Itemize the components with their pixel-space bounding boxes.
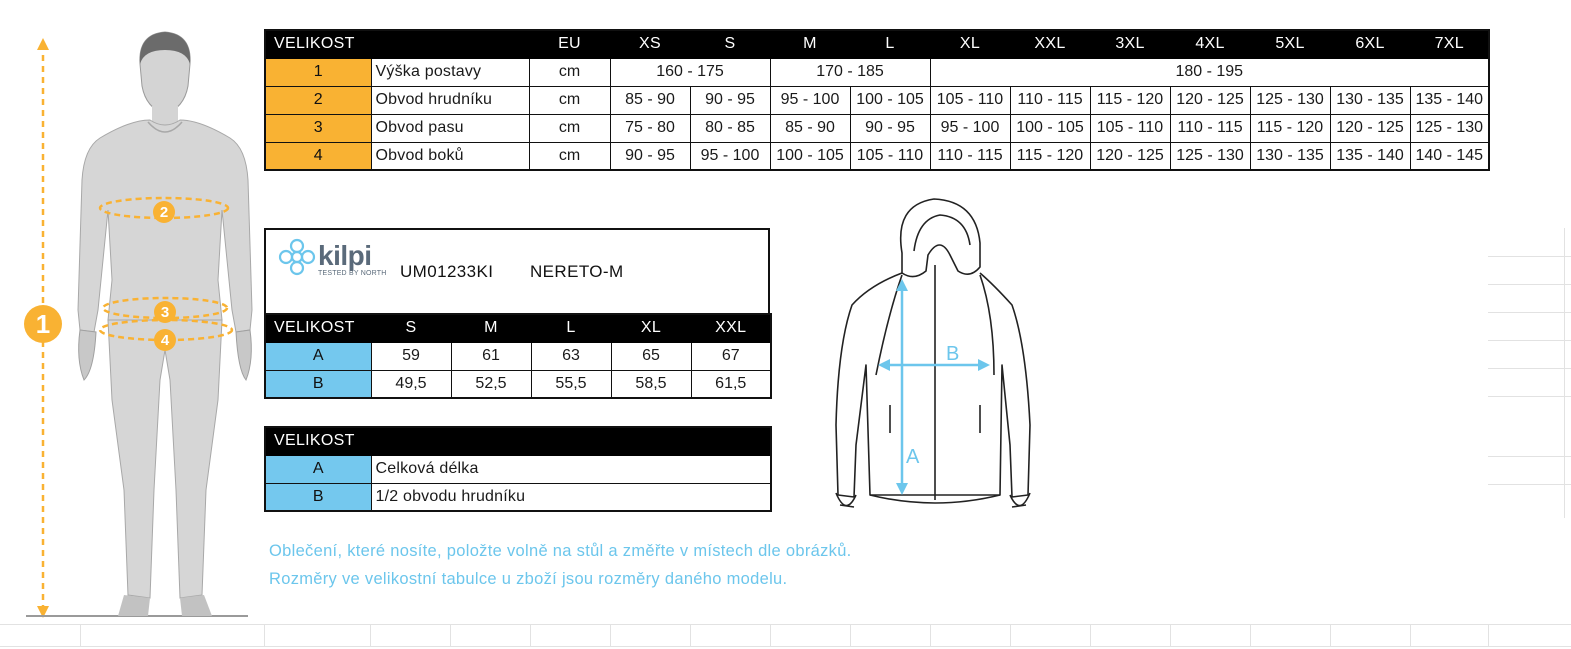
row-unit: cm: [529, 114, 610, 142]
grid-tick: [264, 624, 265, 647]
row-unit: cm: [529, 86, 610, 114]
grid-tick: [1090, 624, 1091, 647]
grid-tick: [530, 624, 531, 647]
value-cell: 49,5: [371, 370, 451, 398]
value-cell: 125 - 130: [1170, 142, 1250, 170]
header-xs: XS: [610, 30, 690, 58]
value-cell: 63: [531, 342, 611, 370]
value-cell: 59: [371, 342, 451, 370]
row-label: Obvod pasu: [371, 114, 529, 142]
value-cell: 135 - 140: [1330, 142, 1410, 170]
header-xl: XL: [930, 30, 1010, 58]
value-cell: 90 - 95: [850, 114, 930, 142]
marker-3-text: 3: [160, 303, 170, 321]
table-row: [265, 342, 771, 370]
value-cell: 80 - 85: [690, 114, 770, 142]
row-label: Obvod boků: [371, 142, 529, 170]
grid-tick: [1410, 624, 1411, 647]
divider: [1488, 340, 1571, 341]
body-size-table-header: [265, 30, 1489, 58]
product-table-header: [265, 314, 771, 342]
value-cell: 85 - 90: [770, 114, 850, 142]
value-cell: 58,5: [611, 370, 691, 398]
divider: [1488, 484, 1571, 485]
value-cell: 120 - 125: [1170, 86, 1250, 114]
header-s: S: [690, 30, 770, 58]
grid-tick: [1330, 624, 1331, 647]
table-row: [265, 455, 771, 483]
grid-tick: [370, 624, 371, 647]
value-cell: 130 - 135: [1250, 142, 1330, 170]
value-cell: 115 - 120: [1250, 114, 1330, 142]
product-card: [264, 228, 770, 314]
table-row: [265, 370, 771, 398]
value-cell: 105 - 110: [930, 86, 1010, 114]
table-row: [265, 86, 1489, 114]
kilpi-tagline: TESTED BY NORTH: [318, 270, 387, 277]
body-size-table: [264, 29, 1490, 171]
divider: [0, 646, 1571, 647]
grid-tick: [450, 624, 451, 647]
jacket-label-b: B: [946, 343, 960, 365]
row-label: B: [265, 370, 371, 398]
header-velikost: VELIKOST: [265, 30, 529, 58]
product-name: NERETO-M: [530, 262, 624, 281]
grid-tick: [80, 624, 81, 647]
value-cell: 100 - 105: [1010, 114, 1090, 142]
divider: [1488, 312, 1571, 313]
header-l: L: [850, 30, 930, 58]
divider: [1488, 396, 1571, 397]
value-cell: 110 - 115: [1010, 86, 1090, 114]
header-l: L: [531, 314, 611, 342]
marker-1-badge: [24, 305, 62, 343]
value-cell: 105 - 110: [1090, 114, 1170, 142]
value-cell: 95 - 100: [930, 114, 1010, 142]
grid-tick: [610, 624, 611, 647]
header-xxl: XXL: [691, 314, 771, 342]
header-m: M: [451, 314, 531, 342]
value-cell: 65: [611, 342, 691, 370]
legend-description: 1/2 obvodu hrudníku: [371, 483, 771, 511]
value-cell: 130 - 135: [1330, 86, 1410, 114]
height-range-cell: 170 - 185: [770, 58, 930, 86]
value-cell: 110 - 115: [930, 142, 1010, 170]
table-row: [265, 142, 1489, 170]
table-row: [265, 114, 1489, 142]
product-size-table: [264, 313, 772, 399]
row-label: Výška postavy: [371, 58, 529, 86]
value-cell: 90 - 95: [690, 86, 770, 114]
divider: [1488, 456, 1571, 457]
row-number: 2: [265, 86, 371, 114]
header-3xl: 3XL: [1090, 30, 1170, 58]
marker-4-badge: [154, 329, 176, 351]
value-cell: 85 - 90: [610, 86, 690, 114]
grid-tick: [1170, 624, 1171, 647]
value-cell: 100 - 105: [850, 86, 930, 114]
header-xl: XL: [611, 314, 691, 342]
legend-description: Celková délka: [371, 455, 771, 483]
row-unit: cm: [529, 58, 610, 86]
value-cell: 125 - 130: [1410, 114, 1489, 142]
value-cell: 67: [691, 342, 771, 370]
jacket-label-a: A: [906, 446, 920, 468]
value-cell: 140 - 145: [1410, 142, 1489, 170]
value-cell: 90 - 95: [610, 142, 690, 170]
divider: [1564, 228, 1565, 518]
table-row: [265, 58, 1489, 86]
measurement-legend-table: [264, 426, 772, 512]
value-cell: 135 - 140: [1410, 86, 1489, 114]
header-6xl: 6XL: [1330, 30, 1410, 58]
header-5xl: 5XL: [1250, 30, 1330, 58]
row-number: 4: [265, 142, 371, 170]
grid-tick: [690, 624, 691, 647]
table-row: [265, 483, 771, 511]
row-label: A: [265, 342, 371, 370]
value-cell: 110 - 115: [1170, 114, 1250, 142]
value-cell: 120 - 125: [1090, 142, 1170, 170]
marker-2-text: 2: [159, 203, 169, 221]
marker-2-badge: [153, 201, 175, 223]
divider: [1488, 284, 1571, 285]
measuring-note-2: Rozměry ve velikostní tabulce u zboží jsou rozměry daného modelu.: [269, 570, 788, 588]
marker-3-badge: [154, 301, 176, 323]
divider: [0, 624, 1571, 625]
header-velikost: VELIKOST: [265, 314, 371, 342]
value-cell: 55,5: [531, 370, 611, 398]
kilpi-logo-text: kilpi: [318, 240, 372, 271]
measuring-note-1: Oblečení, které nosíte, položte volně na stůl a změřte v místech dle obrázků.: [269, 542, 852, 560]
value-cell: 115 - 120: [1090, 86, 1170, 114]
header-4xl: 4XL: [1170, 30, 1250, 58]
row-number: 1: [265, 58, 371, 86]
divider: [1488, 256, 1571, 257]
value-cell: 115 - 120: [1010, 142, 1090, 170]
header-eu: EU: [529, 30, 610, 58]
row-unit: cm: [529, 142, 610, 170]
value-cell: 95 - 100: [770, 86, 850, 114]
kilpi-logo-icon: [276, 236, 318, 278]
row-label: Obvod hrudníku: [371, 86, 529, 114]
grid-tick: [1488, 624, 1489, 647]
row-number: 3: [265, 114, 371, 142]
value-cell: 125 - 130: [1250, 86, 1330, 114]
grid-tick: [930, 624, 931, 647]
height-range-cell: 160 - 175: [610, 58, 770, 86]
header-velikost: VELIKOST: [265, 427, 771, 455]
height-range-cell: 180 - 195: [930, 58, 1489, 86]
grid-tick: [770, 624, 771, 647]
value-cell: 61: [451, 342, 531, 370]
value-cell: 105 - 110: [850, 142, 930, 170]
grid-tick: [1010, 624, 1011, 647]
marker-1-text: 1: [35, 308, 51, 339]
value-cell: 75 - 80: [610, 114, 690, 142]
grid-tick: [1250, 624, 1251, 647]
marker-4-text: 4: [160, 331, 170, 349]
divider: [1488, 368, 1571, 369]
header-s: S: [371, 314, 451, 342]
legend-table-header: [265, 427, 771, 455]
header-m: M: [770, 30, 850, 58]
row-label: A: [265, 455, 371, 483]
header-xxl: XXL: [1010, 30, 1090, 58]
header-7xl: 7XL: [1410, 30, 1489, 58]
jacket-sketch: [830, 195, 1035, 530]
value-cell: 61,5: [691, 370, 771, 398]
value-cell: 52,5: [451, 370, 531, 398]
row-label: B: [265, 483, 371, 511]
value-cell: 100 - 105: [770, 142, 850, 170]
value-cell: 120 - 125: [1330, 114, 1410, 142]
grid-tick: [850, 624, 851, 647]
value-cell: 95 - 100: [690, 142, 770, 170]
product-code: UM01233KI: [400, 262, 494, 281]
